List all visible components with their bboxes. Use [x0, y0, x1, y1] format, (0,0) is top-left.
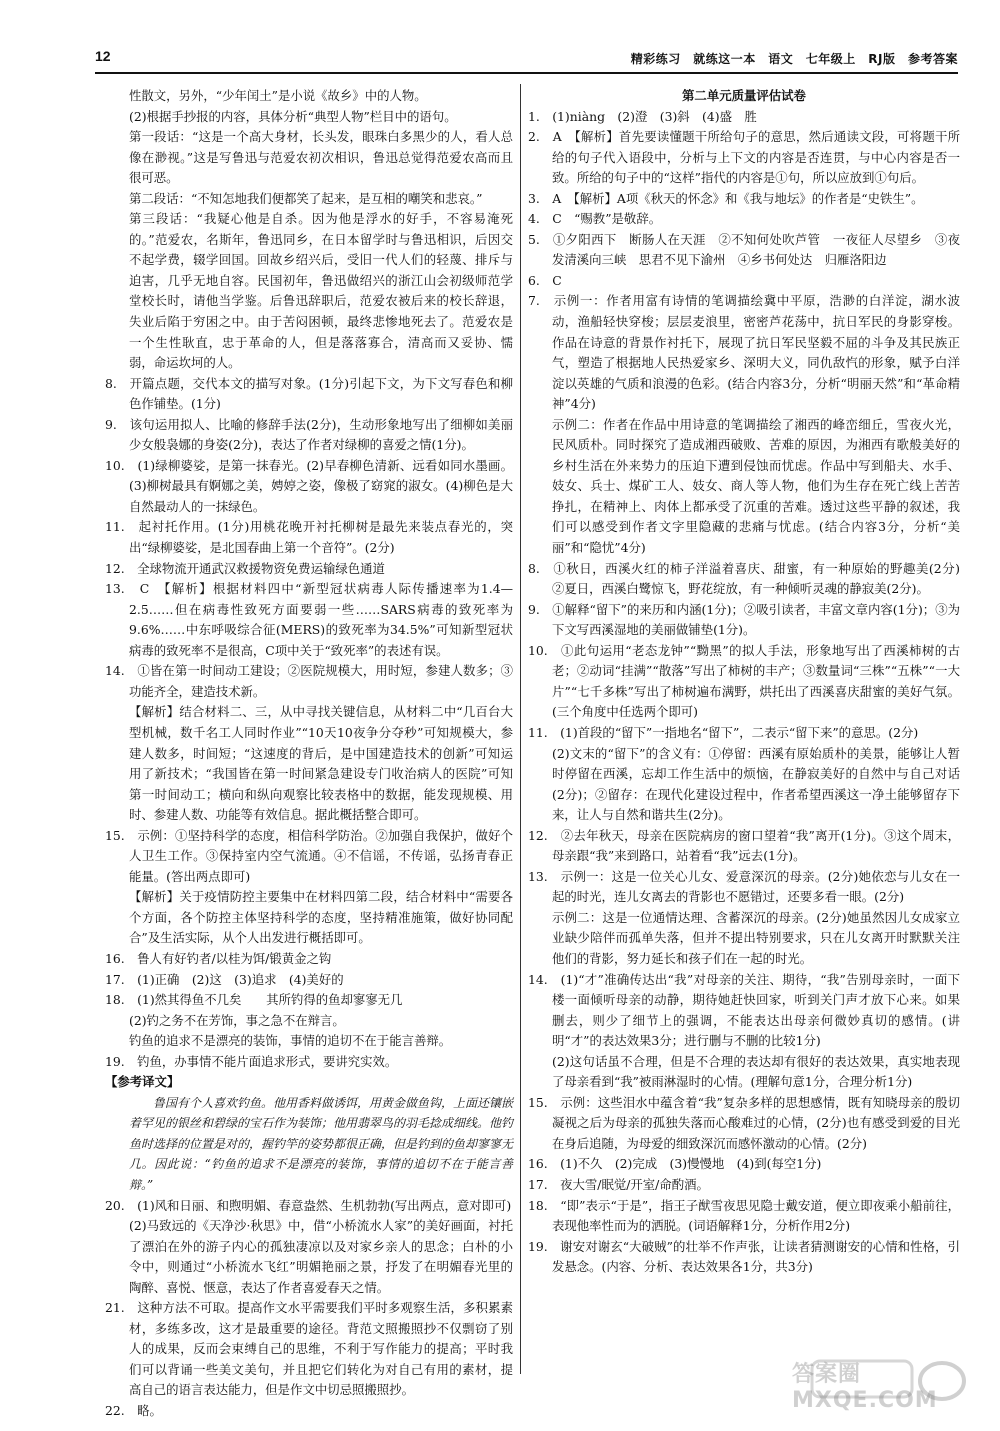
left-column-paragraph: 【解析】关于疫情防控主要集中在材料四第二段，结合材料中“需要各个方面，各个防控主体坚持科学的态度，坚持精准施策，做好协同配合”及生活实际，从个人出发进行概括即可。: [129, 889, 513, 946]
right-column-paragraph: 4. C “赐教”是敬辞。: [528, 211, 662, 227]
right-column-paragraph: 3. A 【解析】A项《秋天的怀念》和《我与地坛》的作者是“史铁生”。: [528, 190, 924, 206]
right-column-paragraph: (2)这句话虽不合理，但是不合理的表达却有很好的表达效果，真实地表现了母亲看到“我”被雨淋湿时的心情。(理解句意1分，合理分析1分): [552, 1053, 960, 1090]
left-column-paragraph: 12. 全球物流开通武汉救援物资免费运输绿色通道: [105, 560, 385, 576]
page-number: 12: [95, 48, 111, 64]
left-column-paragraph: 【参考译文】: [105, 1074, 180, 1090]
left-column-paragraph: 18. (1)然其得鱼不几矣 其所钓得的鱼却寥寥无几: [105, 992, 403, 1008]
left-column-paragraph: 22. 略。: [105, 1403, 162, 1418]
right-column-paragraph: 6. C: [528, 272, 562, 288]
right-column-paragraph: 7. 示例一：作者用富有诗情的笔调描绘冀中平原，浩渺的白洋淀，湖水波动，渔船轻快穿梭；层层麦浪里，密密芦花荡中，抗日军民的身影穿梭。作品在诗意的背景作衬托下，展现了抗日军民坚毅不屈的斗争及其民族正气，塑造了根据地人民热爱家乡、深明大义，同仇敌忾的形象，赋予白洋淀以英雄的气质和浪漫的色彩。(结合内容3分，分析“明丽天然”和“革命精神”4分): [528, 293, 960, 412]
left-column-paragraph: 第二段话：“不知怎地我们便都笑了起来，是互相的嘲笑和悲哀。”: [129, 190, 483, 206]
right-column-paragraph: 15. 示例：这些泪水中蕴含着“我”复杂多样的思想感情，既有知晓母亲的殷切凝视之后为母亲的孤独失落而心酸难过的心情，(2分)也有感受到爱的目光在身后追随，为母爱的细致深沉而感怀激动的心情。(2分): [528, 1094, 960, 1151]
left-column: [105, 86, 513, 1422]
left-column-paragraph: 8. 开篇点题，交代本文的描写对象。(1分)引起下文，为下文写春色和柳色作铺垫。(1分): [105, 375, 513, 412]
left-column-paragraph: 17. (1)正确 (2)这 (3)追求 (4)美好的: [105, 971, 344, 987]
right-column-paragraph: 5. ①夕阳西下 断肠人在天涯 ②不知何处吹芦管 一夜征人尽望乡 ③夜发清溪向三峡 思君不见下渝州 ④乡书何处达 归雁洛阳边: [528, 231, 960, 268]
right-column-paragraph: 17. 夜大雪/眠觉/开室/命酌酒。: [528, 1176, 709, 1192]
left-column-paragraph: (2)根据手抄报的内容，具体分析“典型人物”栏目中的语句。: [129, 108, 457, 124]
left-column-paragraph: 10. (1)绿柳婆娑，是第一抹春光。(2)早春柳色清新、远看如同水墨画。(3)柳树最具有婀娜之美，娉婷之姿，像极了窈窕的淑女。(4)柳色是大自然最动人的一抹绿色。: [105, 457, 513, 514]
left-column-paragraph: 性散文，另外，“少年闰土”是小说《故乡》中的人物。: [129, 88, 427, 103]
right-column-paragraph: 2. A 【解析】首先要读懂题干所给句子的意思，然后通读文段，可将题干所给的句子代入语段中，分析与上下文的内容是否连贯，与中心内容是否一致。所给的句子中的“这样”指代的内容是①句，所以应放到①句后。: [528, 129, 960, 186]
right-column-paragraph: 14. (1)“才”准确传达出“我”对母亲的关注、期待，“我”告别母亲时，一面下楼一面倾听母亲的动静，期待她赶快回家，听到关门声才放下心来。如果删去，则少了细节上的强调，不能表达出母亲何微妙真切的感情。(讲明“才”的表达效果3分；进行删与不删的比较1分): [528, 971, 960, 1049]
right-column-paragraph: 19. 谢安对谢玄“大破贼”的壮举不作声张，让读者猜测谢安的心情和性格，引发悬念。(内容、分析、表达效果各1分，共3分): [528, 1238, 960, 1275]
right-column-paragraph: 13. 示例一：这是一位关心儿女、爱意深沉的母亲。(2分)她依恋与儿女在一起的时光，连儿女离去的背影也不愿错过，还要多看一眼。(2分): [528, 868, 960, 905]
right-column-paragraph: 8. ①秋日，西溪火红的柿子洋溢着喜庆、甜蜜，有一种原始的野趣美(2分) ②夏日，西溪白鹭惊飞，野花绽放，有一种倾听灵魂的静寂美(2分)。: [528, 560, 973, 597]
right-column-paragraph: (2)文末的“留下”的含义有：①停留：西溪有原始质朴的美景，能够让人暂时停留在西溪，忘却工作生活中的烦恼，在静寂美好的自然中与自己对话(2分)；②留存：在现代化建设过程中，作者希望西溪这一净土能够留存下来，让人与自然和谐共生(2分)。: [552, 745, 960, 823]
left-column-paragraph: 第三段话：“我疑心他是自杀。因为他是浮水的好手，不容易淹死的。”范爱农，名斯年，鲁迅同乡，在日本留学时与鲁迅相识，后因交不起学费，辍学回国。回故乡绍兴后，受旧一代人们的轻蔑、排斥与迫害，几乎无地自容。民国初年，鲁迅做绍兴的浙江山会初级师范学堂校长时，请他当学鉴。后鲁迅辞职后，范爱农被后来的校长辞退，失业后陷于穷困之中。由于苦闷困顿，最终悲惨地死去了。范爱农是一个生性耿直，忠于革命的人，但是落落寡合，清高而又妥协、懦弱，命运坎坷的人。: [129, 211, 513, 371]
left-column-paragraph: 19. 钓鱼，办事情不能片面追求形式，要讲究实效。: [105, 1053, 398, 1069]
left-column-paragraph: 13. C 【解析】根据材料四中“新型冠状病毒人际传播速率为1.4—2.5……但在病毒性致死方面要弱一些……SARS病毒的致死率为9.6%……中东呼吸综合征(MERS)的致死率为34.5%”可知新型冠状病毒的致死率不是很高，C项中关于“致死率”的表述有误。: [105, 581, 513, 658]
section-title: 第二单元质量评估试卷: [682, 88, 806, 103]
right-column-paragraph: 9. ①解释“留下”的来历和内涵(1分)；②吸引读者，丰富文章内容(1分)；③为下文写西溪湿地的美丽做铺垫(1分)。: [528, 601, 960, 638]
right-column-paragraph: 示例二：这是一位通情达理、含蓄深沉的母亲。(2分)她虽然因儿女成家立业缺少陪伴而孤单失落，但并不提出特别要求，只在儿女离开时默默关注他们的背影，努力延长和孩子们在一起的时光。: [552, 909, 960, 966]
left-column-paragraph: 第一段话：“这是一个高大身材，长头发，眼珠白多黑少的人，看人总像在渺视。”这是写鲁迅与范爱农初次相识，鲁迅总觉得范爱农高而且很可恶。: [129, 129, 513, 186]
right-column-paragraph: 16. (1)不久 (2)完成 (3)慢慢地 (4)到(每空1分): [528, 1156, 822, 1172]
left-column-paragraph: 21. 这种方法不可取。提高作文水平需要我们平时多观察生活，多积累素材，多练多改，这才是最重要的途径。背范文照搬照抄不仅剽窃了别人的成果，反而会束缚自己的思维，不利于写作能力的提高；平时我们可以背诵一些美文美句，并且把它们转化为对自己有用的素材，提高自己的语言表达能力，但是作文中切忌照搬照抄。: [105, 1300, 513, 1398]
left-column-paragraph: 【解析】结合材料二、三，从中寻找关键信息，从材料二中“几百台大型机械，数千名工人同时作业”“10天10夜争分夺秒”可知规模大，参建人数多，时间短；“这速度的背后，是中国建造技术的创新”可知运用了新技术；“我国皆在第一时间紧急建设专门收治病人的医院”可知第一时间动工；横向和纵向观察比较表格中的数据，能发现规模、用时、参建人数、功能等有效信息。据此概括整合即可。: [129, 704, 513, 823]
left-column-paragraph: 9. 该句运用拟人、比喻的修辞手法(2分)，生动形象地写出了细柳如美丽少女般袅娜的身姿(2分)，表达了作者对绿柳的喜爱之情(1分)。: [105, 416, 513, 453]
left-column-paragraph: 11. 起衬托作用。(1分)用桃花晚开衬托柳树是最先来装点春光的，突出“绿柳婆娑，是北国春曲上第一个音符”。(2分): [105, 519, 513, 556]
column-divider: [520, 84, 521, 1374]
page-header: [95, 44, 958, 74]
left-column-paragraph: (2)马致远的《天净沙·秋思》中，借“小桥流水人家”的美好画面，衬托了漂泊在外的游子内心的孤独凄凉以及对家乡亲人的思念；白朴的小令中，则通过“小桥流水飞红”明媚艳丽之景，抒发了在明媚春光里的陶醉、喜悦、惬意，表达了作者喜爱春天之情。: [129, 1218, 513, 1295]
left-column-paragraph: 20. (1)风和日丽、和煦明媚、春意盎然、生机勃勃(写出两点，意对即可): [105, 1197, 512, 1213]
right-column-paragraph: 18. “即”表示“于是”，指王子猷雪夜思见隐士戴安道，便立即夜乘小船前往，表现他率性而为的洒脱。(词语解释1分，分析作用2分): [528, 1197, 960, 1234]
watermark-text: 答案圈 MXQE.COM: [792, 1362, 938, 1413]
left-column-paragraph: 钓鱼的追求不是漂亮的装饰，事情的追切不在于能言善辩。: [129, 1033, 452, 1049]
right-column-paragraph: 12. ②去年秋天，母亲在医院病房的窗口望着“我”离开(1分)。③这个周末，母亲跟“我”来到路口，站着看“我”远去(1分)。: [528, 827, 960, 864]
left-column-paragraph: 15. 示例：①坚持科学的态度，相信科学防治。②加强自我保护，做好个人卫生工作。③保持室内空气流通。④不信谣，不传谣，弘扬青春正能量。(答出两点即可): [105, 827, 513, 884]
book-title: 精彩练习 就练这一本 语文 七年级上 RJ版 参考答案: [630, 52, 958, 66]
left-column-paragraph: (2)钓之务不在芳饰，事之急不在辩言。: [129, 1012, 345, 1028]
right-column-paragraph: 示例二：作者在作品中用诗意的笔调描绘了湘西的峰峦细丘，雪夜火光，民风质朴。同时探究了造成湘西破败、苦难的原因，为湘西有歌般美好的乡村生活在外来势力的压迫下遭到侵蚀而忧虑。作品中写到船夫、水手、妓女、兵士、煤矿工人、妓女、商人等人物，他们为生存在死亡线上苦苦挣扎，在精神上、肉体上都承受了沉重的苦难。透过这些平静的叙述，我们可以感受到作者文字里隐藏的悲痛与忧虑。(结合内容3分，分析“美丽”和“隐忧”4分): [552, 416, 960, 556]
left-column-paragraph: 16. 鲁人有好钓者/以桂为饵/锻黄金之钩: [105, 950, 332, 966]
watermark-logo: [792, 1353, 982, 1423]
left-column-paragraph: 鲁国有个人喜欢钓鱼。他用香料做诱饵，用黄金做鱼钩，上面还镶嵌着罕见的银丝和碧绿的宝石作为装饰；他用翡翠鸟的羽毛捻成细线。他钓鱼时选择的位置是对的，握钓竿的姿势都很正确，但是钓到的鱼却寥寥无几。因此说：“钓鱼的追求不是漂亮的装饰，事情的追切不在于能言善辩。”: [129, 1095, 514, 1192]
right-column-paragraph: 10. ①此句运用“老态龙钟”“黝黑”的拟人手法，形象地写出了西溪柿树的古老；②动词“挂满”“散落”写出了柿树的丰产；③数量词“三株”“五株”“一大片”“七千多株”写出了柿树遍布满野，烘托出了西溪喜庆甜蜜的美好气氛。(三个角度中任选两个即可): [528, 642, 960, 720]
right-column-items: [528, 107, 973, 1278]
right-column: [528, 86, 973, 1278]
right-column-paragraph: 1. (1)niàng (2)澄 (3)斜 (4)盛 胜: [528, 108, 757, 124]
left-column-paragraph: 14. ①皆在第一时间动工建设；②医院规模大，用时短，参建人数多；③功能齐全，建造技术新。: [105, 663, 513, 699]
right-column-paragraph: 11. (1)首段的“留下”一指地名“留下”，二表示“留下来”的意思。(2分): [528, 724, 919, 740]
